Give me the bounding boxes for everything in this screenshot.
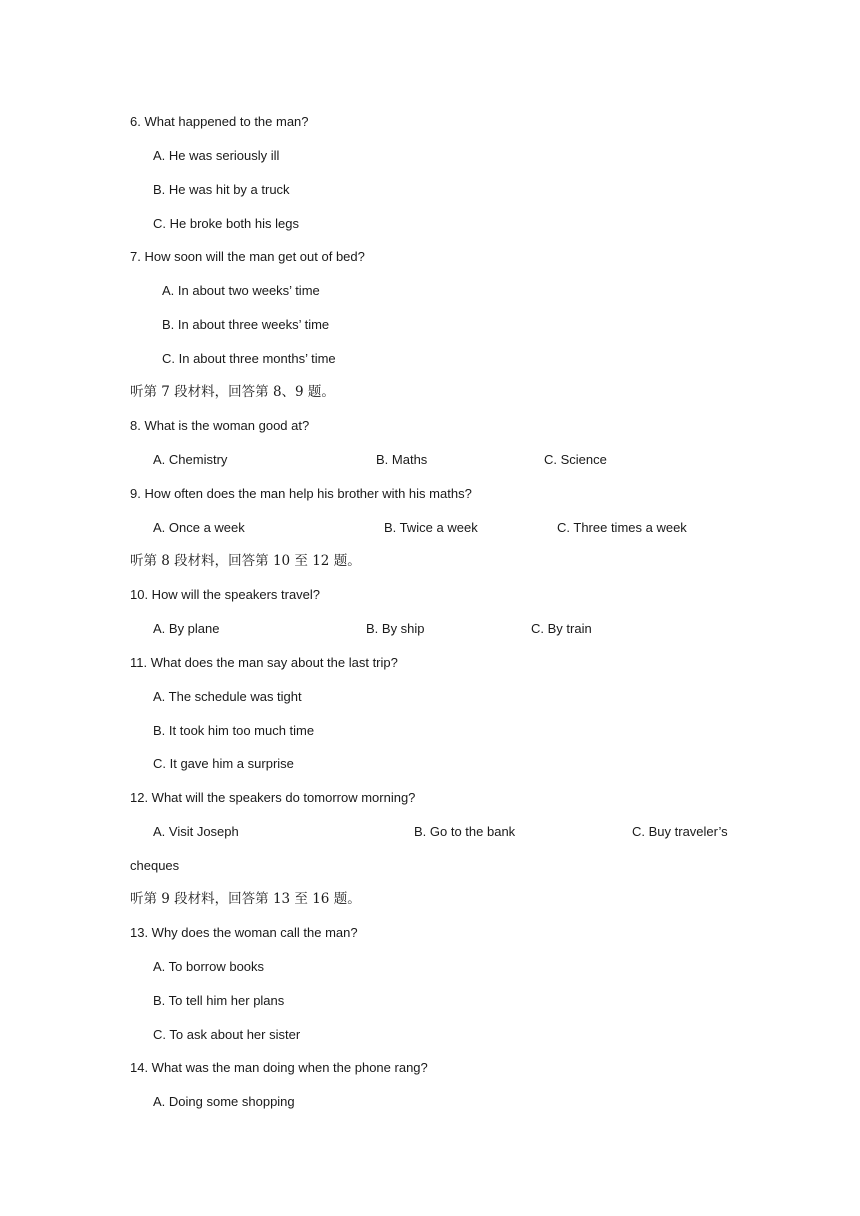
option-8a: A. Chemistry (153, 452, 228, 467)
option-13b: B. To tell him her plans (153, 993, 285, 1008)
option-6a: A. He was seriously ill (153, 148, 280, 163)
option-12c-continued: cheques (130, 858, 180, 873)
option-8c: C. Science (544, 452, 607, 467)
option-9b: B. Twice a week (384, 520, 478, 535)
option-10b: B. By ship (366, 621, 425, 636)
option-6b: B. He was hit by a truck (153, 182, 290, 197)
question-11: 11. What does the man say about the last trip? (130, 655, 398, 670)
question-8: 8. What is the woman good at? (130, 418, 310, 433)
option-12c: C. Buy traveler’s (632, 824, 728, 839)
option-12b: B. Go to the bank (414, 824, 516, 839)
option-11b: B. It took him too much time (153, 723, 315, 738)
option-7a: A. In about two weeks’ time (162, 283, 320, 298)
question-7: 7. How soon will the man get out of bed? (130, 249, 365, 264)
option-9c: C. Three times a week (557, 520, 687, 535)
section-heading-9: 听第 9 段材料，回答第 13 至 16 题。 (130, 891, 361, 907)
option-7c: C. In about three months’ time (162, 351, 336, 366)
section-heading-7: 听第 7 段材料，回答第 8、9 题。 (130, 384, 335, 400)
option-13c: C. To ask about her sister (153, 1027, 301, 1042)
option-6c: C. He broke both his legs (153, 216, 299, 231)
option-8b: B. Maths (376, 452, 428, 467)
option-10a: A. By plane (153, 621, 220, 636)
option-11a: A. The schedule was tight (153, 689, 302, 704)
option-14a: A. Doing some shopping (153, 1094, 295, 1109)
question-10: 10. How will the speakers travel? (130, 587, 321, 602)
option-10c: C. By train (531, 621, 592, 636)
question-14: 14. What was the man doing when the phone rang? (130, 1060, 428, 1075)
question-13: 13. Why does the woman call the man? (130, 925, 358, 940)
option-9a: A. Once a week (153, 520, 245, 535)
option-11c: C. It gave him a surprise (153, 756, 294, 771)
option-7b: B. In about three weeks’ time (162, 317, 330, 332)
question-6: 6. What happened to the man? (130, 114, 309, 129)
option-12a: A. Visit Joseph (153, 824, 239, 839)
section-heading-8: 听第 8 段材料，回答第 10 至 12 题。 (130, 553, 361, 569)
question-9: 9. How often does the man help his brother with his maths? (130, 486, 472, 501)
option-13a: A. To borrow books (153, 959, 265, 974)
question-12: 12. What will the speakers do tomorrow morning? (130, 790, 416, 805)
